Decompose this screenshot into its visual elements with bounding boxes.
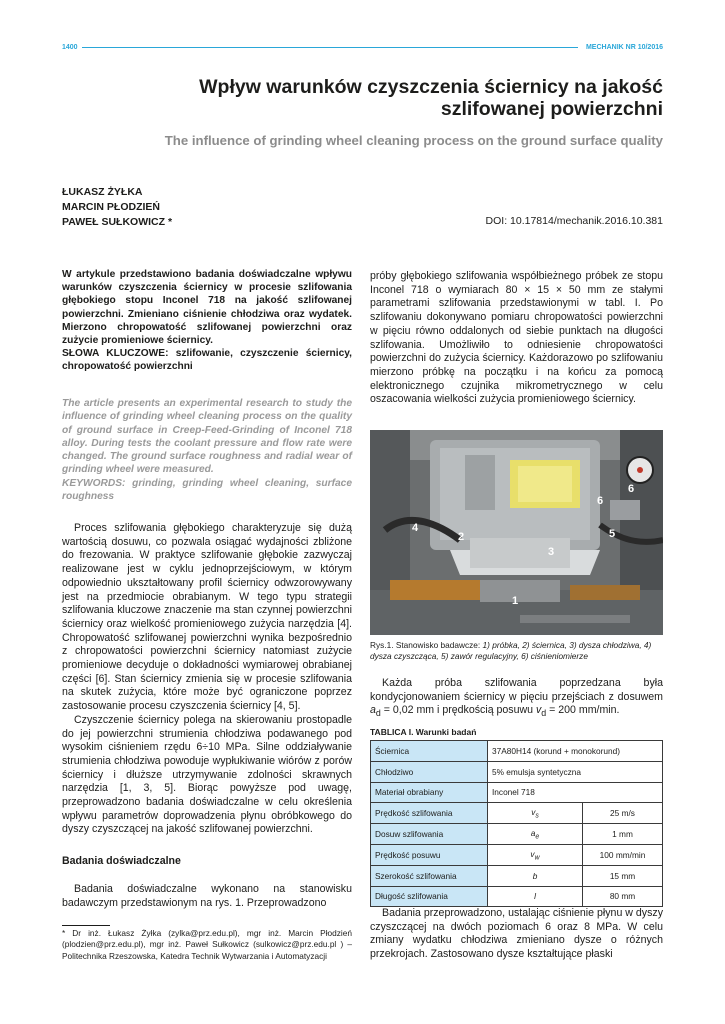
author-name: PAWEŁ SUŁKOWICZ * <box>62 216 173 228</box>
table-cell-label: Długość szlifowania <box>371 886 488 907</box>
subscript: d <box>375 708 381 719</box>
conditioning-text <box>370 677 663 721</box>
table-cell-label: Ściernica <box>371 741 488 762</box>
title-english: The influence of grinding wheel cleaning process on the ground surface quality <box>164 133 663 148</box>
test-stand-photo <box>370 430 663 635</box>
paragraph: Badania doświadczalne wykonano na stanowisku badawczym przedstawionym na rys. 1. Przeprowadzono <box>62 883 352 909</box>
author-name: ŁUKASZ ŻYŁKA <box>62 186 143 198</box>
method-text <box>370 270 663 407</box>
keywords-en: KEYWORDS: grinding, grinding wheel cleaning, surface roughness <box>62 477 352 503</box>
table-row <box>371 886 663 907</box>
table-cell-symbol <box>488 865 583 886</box>
table-cell-label: Prędkość posuwu <box>371 844 488 865</box>
symbol: l <box>534 891 536 902</box>
abstract-en-text: The article presents an experimental research to study the influence of grinding wheel cleaning process on the quality of ground surface in Creep-Feed-Grinding of Inconel 718 alloy. During tests the coolant pressure and flow rate were changed. The ground surface roughness and radial wear of grinding wheel were measured. <box>62 398 352 476</box>
table-cell-label: Materiał obrabiany <box>371 782 488 803</box>
table-cell-value: 100 mm/min <box>583 844 663 865</box>
symbol: v <box>535 704 542 717</box>
text-run: Każda próba szlifowania poprzedzana była kondycjonowaniem ściernicy w pięciu przejściach z dosuwem <box>370 677 663 703</box>
doi: DOI: 10.17814/mechanik.2016.10.381 <box>485 215 663 227</box>
table-row <box>371 865 663 886</box>
table-row <box>371 782 663 803</box>
paragraph <box>370 677 663 721</box>
table-row <box>371 824 663 845</box>
table-row <box>371 844 663 865</box>
photo-label: 4 <box>412 522 419 534</box>
caption-items: 1) próbka, 2) ściernica, 3) dysza chłodziwa, 4) dysza czyszcząca, 5) zawór regulacyjny, 6) ciśnieniomierze <box>370 640 652 662</box>
table-row <box>371 803 663 824</box>
footnote-rule <box>62 925 110 926</box>
section-text <box>62 883 352 910</box>
intro-text <box>62 522 352 837</box>
table-cell-value: 25 m/s <box>583 803 663 824</box>
photo-label: 3 <box>548 546 555 558</box>
page-number: 1400 <box>62 44 78 51</box>
figure-caption <box>370 640 663 663</box>
title-polish: Wpływ warunków czyszczenia ściernicy na jakość szlifowanej powierzchni <box>199 76 663 120</box>
table-cell-label: Szerokość szlifowania <box>371 865 488 886</box>
photo-label: 5 <box>609 528 616 540</box>
photo-label: 2 <box>458 531 465 543</box>
table-cell-value: 15 mm <box>583 865 663 886</box>
symbol: v <box>531 806 536 817</box>
subscript: w <box>534 854 540 862</box>
paragraph: próby głębokiego szlifowania współbieżnego próbek ze stopu Inconel 718 o wymiarach 80 × 15 × 50 mm ze stałymi parametrami szlifowania przedstawionymi w tabl. I. Po szlifowaniu dokonywano pomiaru chropowatości powierzchni w pięciu równo oddalonych od siebie punktach na długości szlifowania. Umożliwiło to odniesienie chropowatości powierzchni do zużycia ściernicy. Każdorazowo po szlifowaniu mierzono próbkę na początku i na końcu za pomocą elektronicznego czujnika mikrometrycznego w celu oszacowania wielkości zużycia promieniowego ściernicy. <box>370 270 663 406</box>
author-list <box>62 185 172 230</box>
test-conditions-table <box>370 740 663 907</box>
results-text <box>370 907 663 962</box>
table-row <box>371 741 663 762</box>
table-cell-symbol <box>488 824 583 845</box>
symbol: v <box>530 848 535 859</box>
table-cell-value: 1 mm <box>583 824 663 845</box>
table-cell-label: Chłodziwo <box>371 761 488 782</box>
table-cell-symbol <box>488 844 583 865</box>
table-cell-value: Inconel 718 <box>488 782 663 803</box>
table-cell-value: 5% emulsja syntetyczna <box>488 761 663 782</box>
table-cell-label: Dosuw szlifowania <box>371 824 488 845</box>
subscript: d <box>541 708 547 719</box>
abstract-english <box>62 397 352 503</box>
journal-name: MECHANIK NR 10/2016 <box>585 44 663 51</box>
text-run: = 0,02 mm i prędkością posuwu <box>380 704 536 717</box>
abstract-pl-text: W artykule przedstawiono badania doświadczalne wpływu warunków czyszczenia ściernicy w procesie szlifowania głębokiego stopu Inconel 718 na jakość szlifowanej powierzchni. Zmieniano ciśnienie chłodziwa oraz wydatek. Mierzono chropowatość szlifowanej powierzchni oraz zużycie promieniowe ściernicy. <box>62 269 352 347</box>
photo-label: 6 <box>597 495 604 507</box>
symbol: a <box>530 827 536 838</box>
table-cell-symbol <box>488 886 583 907</box>
header-rule <box>82 47 578 48</box>
subscript: e <box>535 833 540 841</box>
footnote: * Dr inż. Łukasz Żyłka (zylka@prz.edu.pl), mgr inż. Marcin Płodzień (plodzien@prz.edu.pl), mgr inż. Paweł Sułkowicz (sulkowicz@prz.edu.pl ) – Politechnika Rzeszowska, Katedra Technik Wytwarzania i Automatyzacji <box>62 928 352 961</box>
caption-prefix: Rys.1. Stanowisko badawcze: <box>370 640 483 650</box>
author-name: MARCIN PŁODZIEŃ <box>62 201 160 213</box>
symbol: a <box>370 704 376 717</box>
photo-label: 6 <box>628 483 635 495</box>
text-run: = 200 mm/min. <box>546 704 620 717</box>
table-cell-value: 37A80H14 (korund + monokorund) <box>488 741 663 762</box>
subscript: s <box>535 812 539 820</box>
photo-label: 1 <box>512 595 519 607</box>
abstract-polish <box>62 268 352 374</box>
table-caption: TABLICA I. Warunki badań <box>370 727 477 737</box>
paragraph: Proces szlifowania głębokiego charakteryzuje się dużą wartością dosuwu, co pozwala osiągać wydajności zbliżone do frezowania. W praktyce szlifowanie głębokie zazwyczaj realizowane jest w cyklu jednoprzejściowym, w którym odpowiednio ukształtowany profil ściernicy odwzorowywany jest na przedmiocie obrabianym. W tego typu strategii szlifowania kluczowe znaczenie ma stan czynnej powierzchni ściernicy oraz wielkość promieniowego zużycia narzędzia [4]. Chropowatość szlifowanej powierzchni wynika bezpośrednio z chropowatości powierzchni ściernicy natomiast zużycie promieniowe decyduje o dokładności wymiarowej obrabianej części [6]. Stan ściernicy zmienia się w procesie szlifowania na skutek zużycia, które może być ograniczone poprzez zastosowanie procesu czyszczenia ściernicy [4, 5]. <box>62 522 352 713</box>
symbol: b <box>532 870 538 881</box>
section-heading: Badania doświadczalne <box>62 855 181 867</box>
paragraph: Badania przeprowadzono, ustalając ciśnienie płynu w dyszy czyszczącej na dwóch poziomach 6 oraz 8 MPa. W celu zmiany wydatku chłodziwa zmieniano dysze o różnych przekrojach. Zastosowano dysze kształtujące płaski <box>370 907 663 961</box>
keywords-pl: SŁOWA KLUCZOWE: szlifowanie, czyszczenie ściernicy, chropowatość powierzchni <box>62 348 352 373</box>
table-row <box>371 761 663 782</box>
photo-illustration <box>370 430 663 635</box>
paragraph: Czyszczenie ściernicy polega na skierowaniu prostopadle do jej powierzchni strumienia chłodziwa podawanego pod wysokim ciśnieniem rzędu 6÷10 MPa. Silne oddziaływanie strumienia chłodziwa powoduje wypłukiwanie wiórów z porów ściernicy i dłuższe utrzymywanie zdolności skrawnych narzędzia [1, 3, 5]. Biorąc powyższe pod uwagę, przeprowadzono badania doświadczalne w celu określenia wpływu parametrów doprowadzenia płynu obróbkowego do dyszy czyszczącej na jakość szlifowanej powierzchni. <box>62 713 352 836</box>
table-cell-value: 80 mm <box>583 886 663 907</box>
table-cell-symbol <box>488 803 583 824</box>
table-cell-label: Prędkość szlifowania <box>371 803 488 824</box>
